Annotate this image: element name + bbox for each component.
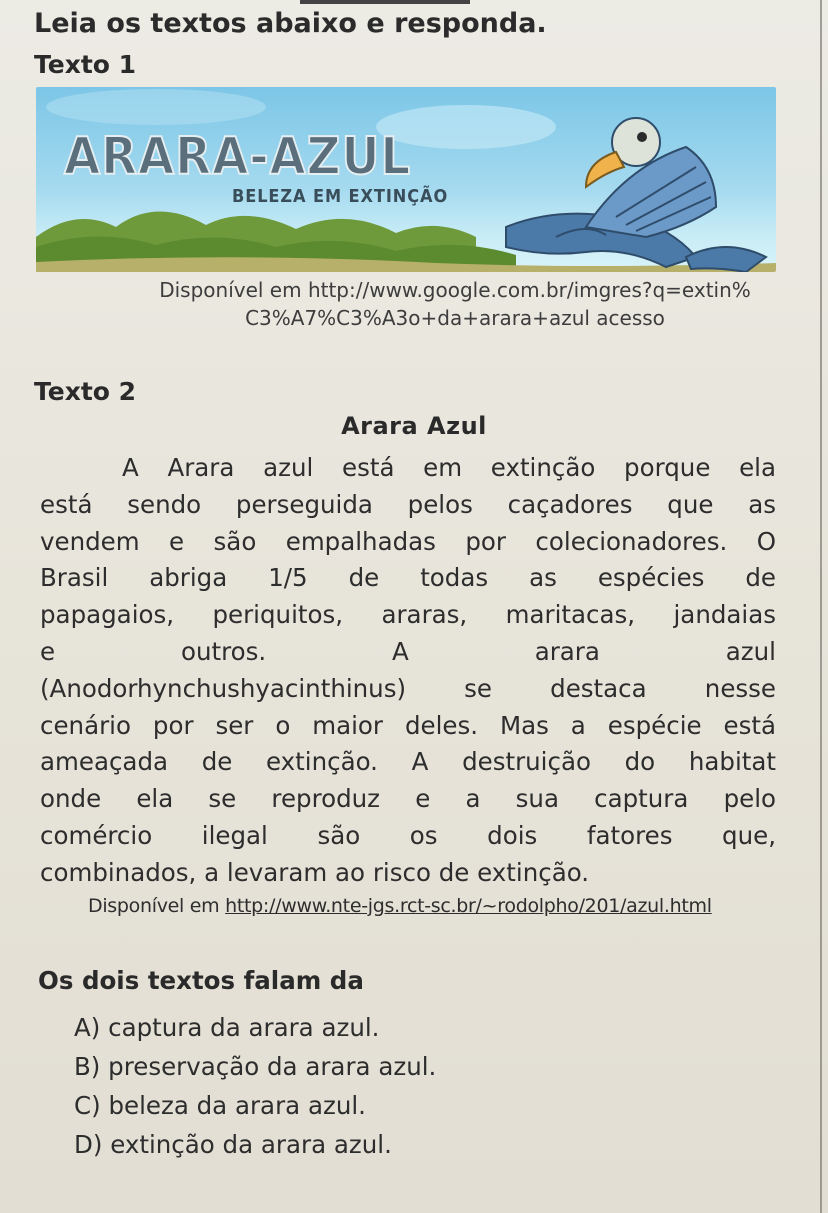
article-line: está sendo perseguida pelos caçadores que as: [40, 489, 776, 519]
option-a: A) captura da arara azul.: [74, 1013, 380, 1042]
texto1-source-line1: Disponível em http://www.google.com.br/imgres?q=extin%: [159, 278, 751, 302]
article-line: combinados, a levaram ao risco de extinção.: [40, 857, 590, 887]
option-d: D) extinção da arara azul.: [74, 1130, 392, 1159]
article-line: A Arara azul está em extinção porque ela: [122, 453, 776, 482]
article-line: e outros. A arara azul: [40, 636, 776, 666]
article-line: papagaios, periquitos, araras, maritacas, jandaias: [40, 600, 776, 630]
banner-subtitle: BELEZA EM EXTINÇÃO: [232, 186, 449, 207]
option-b: B) preservação da arara azul.: [74, 1052, 437, 1081]
option-c: C) beleza da arara azul.: [74, 1091, 366, 1120]
article-line: vendem e são empalhadas por colecionadores. O: [40, 526, 776, 556]
article-body: [40, 450, 776, 892]
instruction-heading: Leia os textos abaixo e responda.: [34, 8, 547, 39]
texto2-source-url: http://www.nte-jgs.rct-sc.br/~rodolpho/201/azul.html: [225, 895, 712, 917]
texto2-label: Texto 2: [34, 377, 137, 406]
arara-azul-banner-image: [36, 87, 776, 272]
article-line: comércio ilegal são os dois fatores que,: [40, 820, 776, 850]
article-line: cenário por ser o maior deles. Mas a espécie está: [40, 710, 776, 740]
texto2-source: [88, 895, 712, 917]
top-edge-mark: [300, 0, 470, 4]
texto1-source: [130, 276, 780, 332]
texto2-source-prefix: Disponível em: [88, 895, 226, 917]
answer-options: [74, 1008, 436, 1164]
page-edge-line: [820, 0, 822, 1213]
texto1-source-line2: C3%A7%C3%A3o+da+arara+azul acesso: [245, 306, 665, 330]
article-title: Arara Azul: [341, 412, 487, 440]
article-line: onde ela se reproduz e a sua captura pelo: [40, 784, 776, 814]
article-line: Brasil abriga 1/5 de todas as espécies de: [40, 563, 776, 593]
article-line: (Anodorhynchushyacinthinus) se destaca nesse: [40, 673, 776, 703]
article-line: ameaçada de extinção. A destruição do habitat: [40, 747, 776, 777]
question-prompt: Os dois textos falam da: [38, 966, 364, 995]
banner-title: ARARA-AZUL: [64, 127, 412, 187]
texto1-label: Texto 1: [34, 50, 137, 79]
